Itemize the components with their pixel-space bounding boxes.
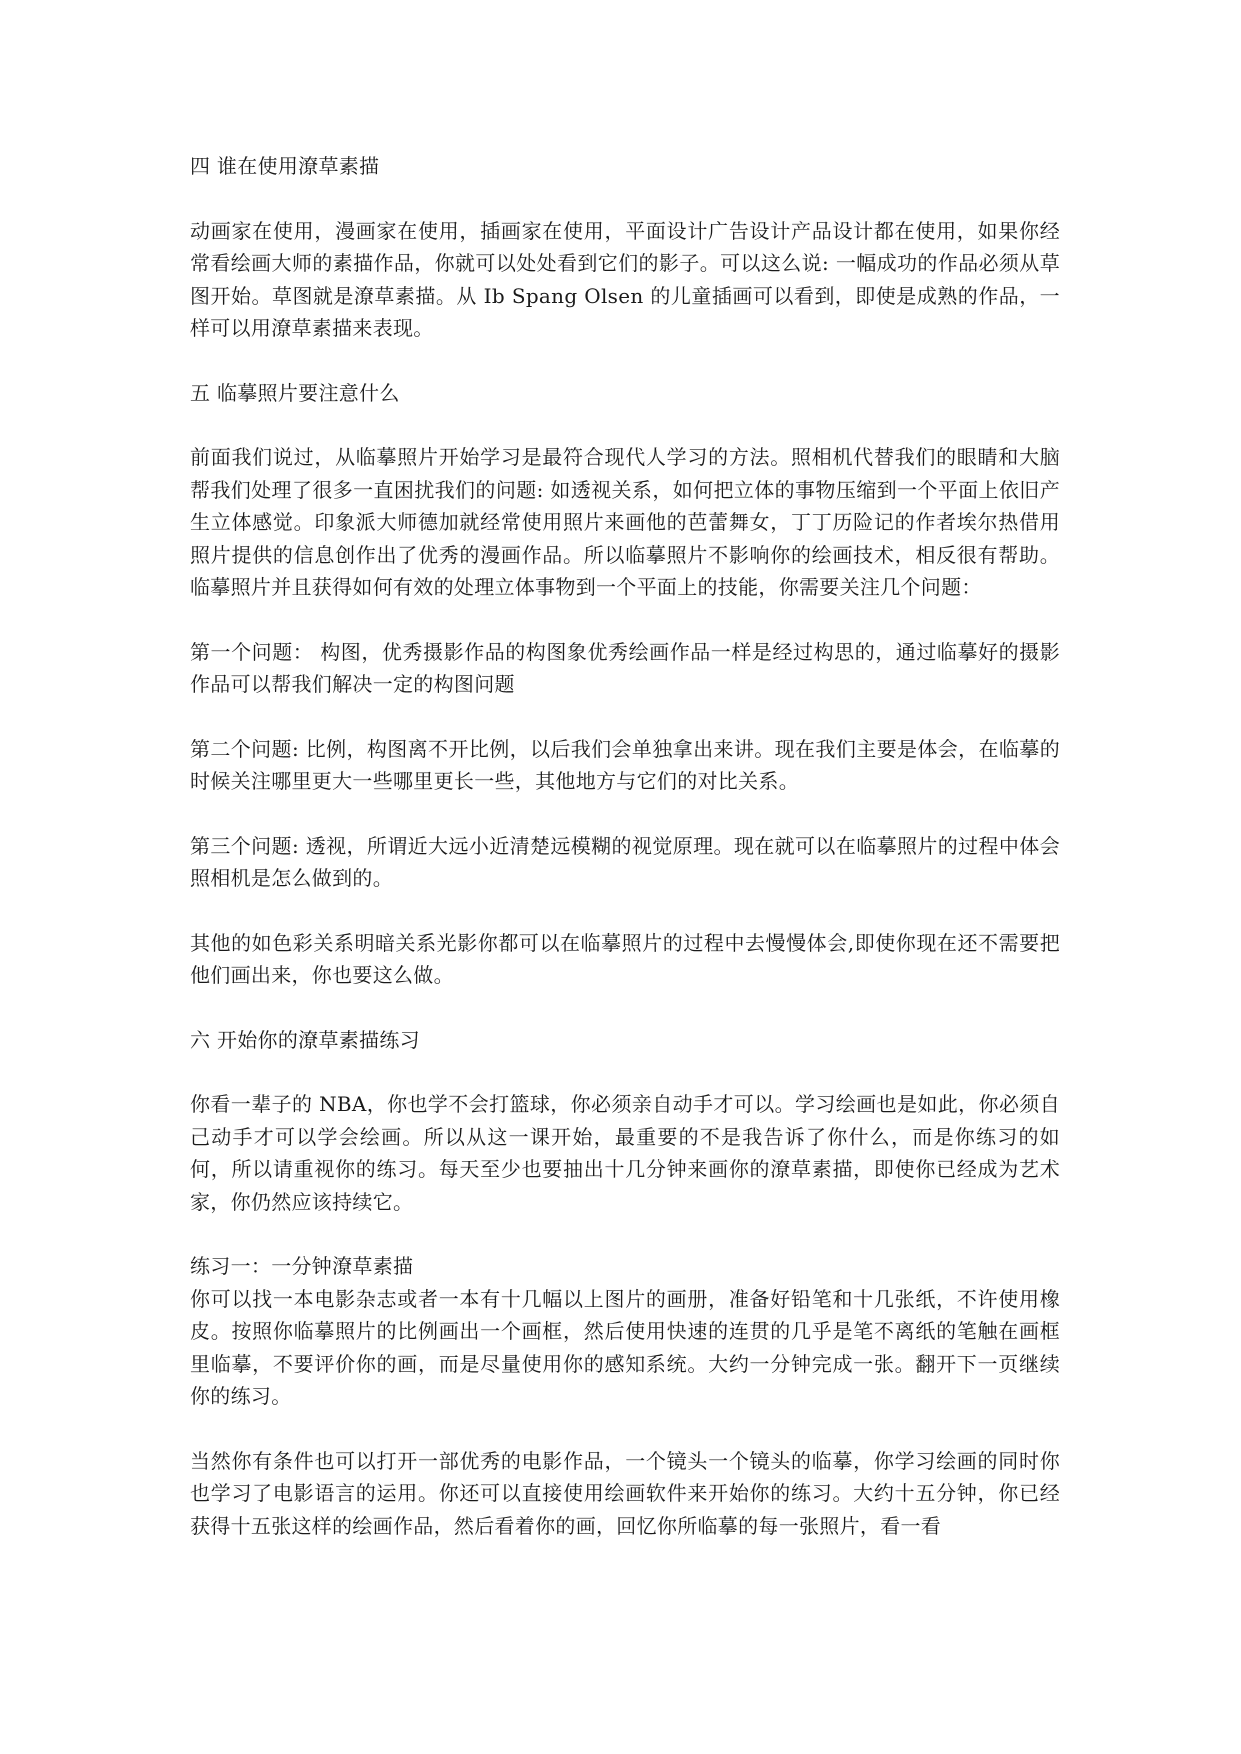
paragraph-question-one: 第一个问题： 构图，优秀摄影作品的构图象优秀绘画作品一样是经过构思的，通过临摹好的摄影作品可以帮我们解决一定的构图问题 xyxy=(190,639,1060,696)
document-page xyxy=(190,150,1060,1574)
paragraph-other-aspects: 其他的如色彩关系明暗关系光影你都可以在临摹照片的过程中去慢慢体会,即使你现在还不需要把他们画出来，你也要这么做。 xyxy=(190,930,1060,987)
paragraph-copy-photos-intro: 前面我们说过，从临摹照片开始学习是最符合现代人学习的方法。照相机代替我们的眼睛和大脑帮我们处理了很多一直困扰我们的问题: 如透视关系，如何把立体的事物压缩到一个平面上依旧产生立体感觉。印象派大师德加就经常使用照片来画他的芭蕾舞女，丁丁历险记的作者埃尔热借用照片提供的信息创作出了优秀的漫画作品。所以临摹照片不影响你的绘画技术，相反很有帮助。临摹照片并且获得如何有效的处理立体事物到一个平面上的技能，你需要关注几个问题： xyxy=(190,445,1060,599)
exercise-one-title: 练习一：一分钟潦草素描 xyxy=(190,1254,414,1278)
paragraph-question-two: 第二个问题: 比例，构图离不开比例，以后我们会单独拿出来讲。现在我们主要是体会，在临摹的时候关注哪里更大一些哪里更长一些，其他地方与它们的对比关系。 xyxy=(190,736,1060,793)
paragraph-practice-intro: 你看一辈子的 NBA，你也学不会打篮球，你必须亲自动手才可以。学习绘画也是如此，你必须自己动手才可以学会绘画。所以从这一课开始，最重要的不是我告诉了你什么，而是你练习的如何，所以请重视你的练习。每天至少也要抽出十几分钟来画你的潦草素描，即使你已经成为艺术家，你仍然应该持续它。 xyxy=(190,1092,1060,1214)
section-heading-copy-photos: 五 临摹照片要注意什么 xyxy=(190,380,400,405)
paragraph-exercise-one: 你可以找一本电影杂志或者一本有十几幅以上图片的画册，准备好铅笔和十几张纸，不许使用橡皮。按照你临摹照片的比例画出一个画框，然后使用快速的连贯的几乎是笔不离纸的笔触在画框里临摹，不要评价你的画，而是尽量使用你的感知系统。大约一分钟完成一张。翻开下一页继续你的练习。 xyxy=(190,1286,1060,1408)
paragraph-who-uses: 动画家在使用，漫画家在使用，插画家在使用，平面设计广告设计产品设计都在使用，如果你经常看绘画大师的素描作品，你就可以处处看到它们的影子。可以这么说: 一幅成功的作品必须从草图开始。草图就是潦草素描。从 Ib Spang Olsen 的儿童插画可以看到，即使是成熟的作品，一样可以用潦草素描来表现。 xyxy=(190,218,1060,340)
paragraph-question-three: 第三个问题: 透视，所谓近大远小近清楚远模糊的视觉原理。现在就可以在临摹照片的过程中体会照相机是怎么做到的。 xyxy=(190,833,1060,890)
paragraph-exercise-one-film: 当然你有条件也可以打开一部优秀的电影作品，一个镜头一个镜头的临摹，你学习绘画的同时你也学习了电影语言的运用。你还可以直接使用绘画软件来开始你的练习。大约十五分钟，你已经获得十五张这样的绘画作品，然后看着你的画，回忆你所临摹的每一张照片，看一看 xyxy=(190,1448,1060,1538)
section-heading-start-practice: 六 开始你的潦草素描练习 xyxy=(190,1027,420,1052)
section-heading-who-uses: 四 谁在使用潦草素描 xyxy=(190,154,380,178)
